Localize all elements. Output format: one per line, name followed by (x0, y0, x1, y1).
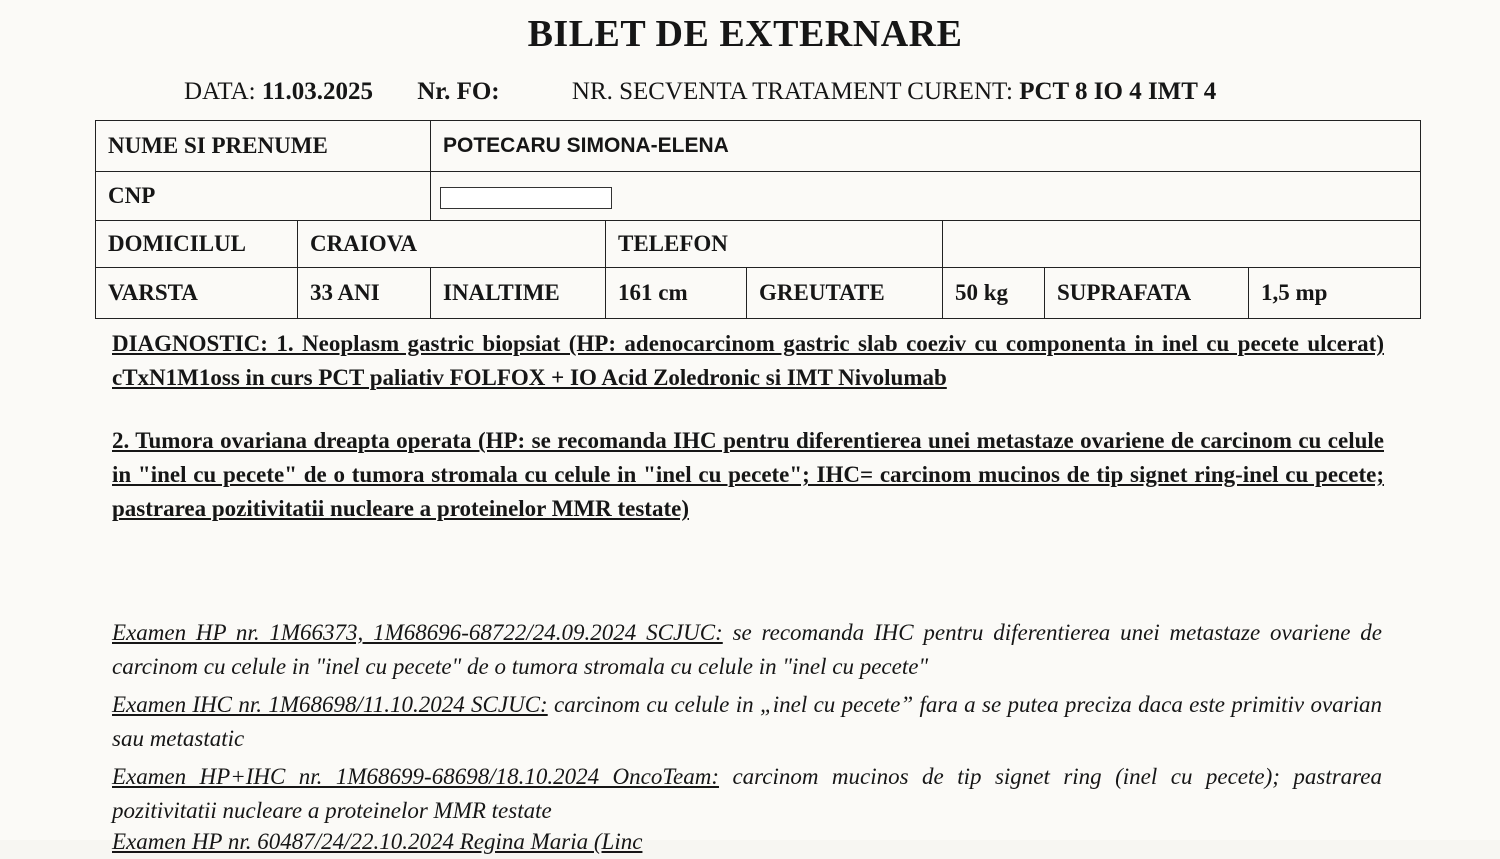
exam-entry (112, 688, 1382, 756)
exam-text: se recomanda IHC pentru diferentierea unei metastaze ovariene de carcinom cu celule in "inel cu pecete" de o tumora stromala cu celule in "inel cu pecete" (112, 620, 1383, 679)
diagnostic-2: 2. Tumora ovariana dreapta operata (HP: se recomanda IHC pentru diferentierea unei metastaze ovariene de carcinom cu celule in "inel cu pecete" de o tumora stromala cu celule in "inel cu pecete"; IHC= carcinom mucinos de tip signet ring-inel cu pecete; pastrarea pozitivitatii nucleare a proteinelor MMR testate) (112, 428, 1384, 521)
table-row (96, 221, 1421, 268)
address-value: CRAIOVA (298, 221, 606, 268)
table-row (96, 172, 1421, 221)
patient-info-table (95, 120, 1421, 319)
exam-entry (112, 825, 1382, 859)
surface-value: 1,5 mp (1249, 268, 1421, 319)
date-value: 11.03.2025 (261, 78, 373, 105)
diagnostic-1: DIAGNOSTIC: 1. Neoplasm gastric biopsiat (HP: adenocarcinom gastric slab coeziv cu componenta in inel cu pecete ulcerat) cTxN1M1oss in curs PCT paliativ FOLFOX + IO Acid Zoledronic si IMT Nivolumab (112, 331, 1384, 390)
exam-entry (112, 760, 1382, 828)
fo-label: Nr. FO: (417, 78, 500, 105)
cnp-value (431, 172, 1421, 221)
address-label: DOMICILUL (96, 221, 298, 268)
phone-value (943, 221, 1421, 268)
table-row (96, 268, 1421, 319)
name-label: NUME SI PRENUME (96, 121, 431, 172)
exam-label: Examen HP nr. 60487/24/22.10.2024 Regina Maria (Linc (112, 829, 643, 854)
height-label: INALTIME (431, 268, 606, 319)
document-title: BILET DE EXTERNARE (527, 13, 963, 55)
name-value: POTECARU SIMONA-ELENA (431, 121, 1421, 172)
height-value: 161 cm (606, 268, 747, 319)
date-label: DATA: (184, 78, 256, 105)
exam-entry (112, 616, 1382, 684)
exam-label: Examen IHC nr. 1M68698/11.10.2024 SCJUC: (112, 692, 548, 717)
weight-label: GREUTATE (747, 268, 943, 319)
document-header (184, 78, 1216, 106)
exam-text: carcinom mucinos de tip signet ring (inel cu pecete); pastrarea pozitivitatii nucleare a proteinelor MMR testate (112, 764, 1382, 823)
treatment-sequence-value: PCT 8 IO 4 IMT 4 (1019, 78, 1217, 105)
age-value: 33 ANI (298, 268, 431, 319)
exam-label: Examen HP nr. 1M66373, 1M68696-68722/24.09.2024 SCJUC: (112, 620, 723, 645)
treatment-sequence-label: NR. SECVENTA TRATAMENT CURENT: (571, 78, 1013, 105)
weight-value: 50 kg (943, 268, 1045, 319)
surface-label: SUPRAFATA (1045, 268, 1249, 319)
exam-text: carcinom cu celule in „inel cu pecete” fara a se putea preciza daca este primitiv ovarian sau metastatic (112, 692, 1383, 751)
redaction-box (440, 187, 612, 209)
table-row (96, 121, 1421, 172)
cnp-label: CNP (96, 172, 431, 221)
exam-label: Examen HP+IHC nr. 1M68699-68698/18.10.2024 OncoTeam: (112, 764, 720, 789)
phone-label: TELEFON (606, 221, 943, 268)
age-label: VARSTA (96, 268, 298, 319)
